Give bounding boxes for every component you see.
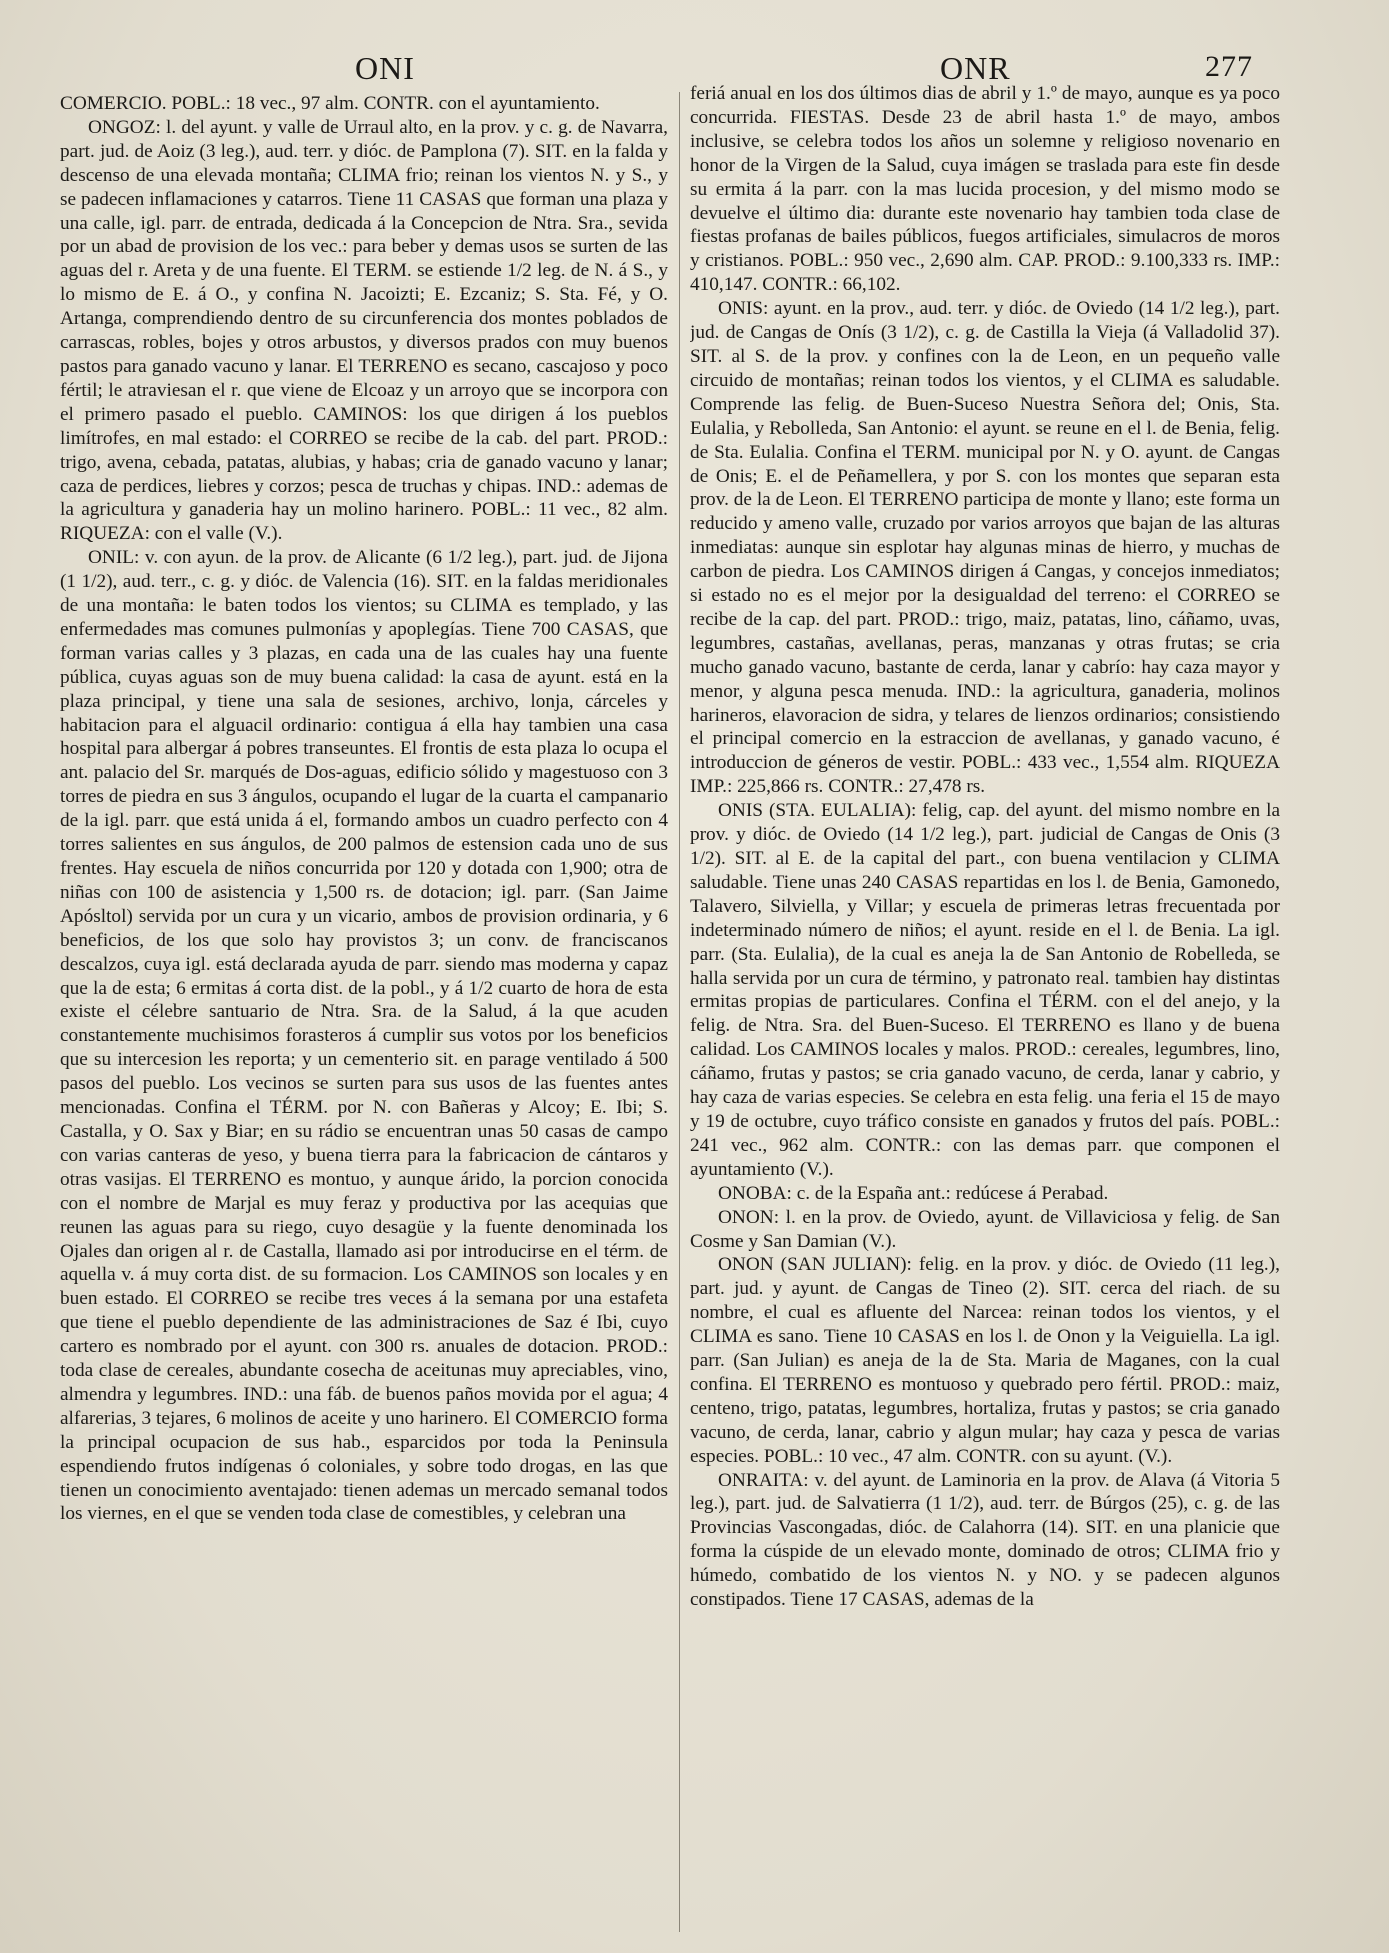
right-column [690, 82, 1280, 1922]
column-divider [679, 92, 680, 1932]
entry-onon-san-julian: ONON (SAN JULIAN): felig. en la prov. y dióc. de Oviedo (11 leg.), part. jud. y ayunt. de Cangas de Tineo (2). SIT. cerca del riach. de su nombre, el cual es afluente del Narcea: reinan todos los vientos, y el CLIMA es sano. Tiene 10 CASAS en los l. de Onon y la Veiguiella. La igl. parr. (San Julian) es aneja de la de Sta. Maria de Maganes, con la cual confina. El TERRENO es montuoso y quebrado pero fértil. PROD.: maiz, centeno, trigo, patatas, legumbres, hortaliza, frutas y pastos; se cria ganado vacuno, de cerda, lanar, cabrio y algun mular; hay caza y pesca de varias especies. POBL.: 10 vec., 47 alm. CONTR. con su ayunt. (V.). [690, 1254, 1280, 1467]
right-running-head: ONR [940, 50, 1011, 86]
entry-onis-sta-eulalia: ONIS (STA. EULALIA): felig, cap. del ayunt. del mismo nombre en la prov. y dióc. de Oviedo (14 1/2 leg.), part. judicial de Cangas de Onis (3 1/2). SIT. al E. de la capital del part., con buena ventilacion y CLIMA saludable. Tiene unas 240 CASAS repartidas en los l. de Benia, Gamonedo, Talavero, Silviella, y Villar; y escuela de primeras letras frecuentada por indeterminado número de niños; el ayunt. reside en el l. de Benia. La igl. parr. (Sta. Eulalia), de la cual es aneja la de San Antonio de Robelleda, se halla servida por un cura de término, y patronato real. tambien hay distintas ermitas propias de particulares. Confina el TÉRM. con el del anejo, y la felig. de Ntra. Sra. del Buen-Suceso. El TERRENO es llano y de buena calidad. Los CAMINOS locales y malos. PROD.: cereales, legumbres, lino, cáñamo, frutas y pastos; se cria ganado vacuno, de cerda, lanar y cabrio, y hay caza de varias especies. Se celebra en esta felig. una feria el 15 de mayo y 19 de octubre, cuyo tráfico consiste en ganados y frutos del país. POBL.: 241 vec., 962 alm. CONTR.: con las demas parr. que componen el ayuntamiento (V.). [690, 800, 1280, 1180]
entry-ongoz: ONGOZ: l. del ayunt. y valle de Urraul alto, en la prov. y c. g. de Navarra, part. jud. de Aoiz (3 leg.), aud. terr. y dióc. de Pamplona (7). SIT. en la falda y descenso de una elevada montaña; CLIMA frio; reinan los vientos N. y S., y se padecen inflamaciones y catarros. Tiene 11 CASAS que forman una plaza y una calle, igl. parr. de entrada, dedicada á la Concepcion de Ntra. Sra., sevida por un abad de provision de los vec.: para beber y demas usos se surten de las aguas del r. Areta y de una fuente. El TERM. se estiende 1/2 leg. de N. á S., y lo mismo de E. á O., y confina N. Jacoizti; E. Ezcaniz; S. Sta. Fé, y O. Artanga, comprendiendo dentro de su circunferencia dos montes poblados de carrascas, robles, bojes y otros arbustos, y diversos prados con muy buenos pastos para ganado vacuno y lanar. El TERRENO es secano, cascajoso y poco fértil; le atraviesan el r. que viene de Elcoaz y un arroyo que se incorpora con el primero pasado el pueblo. CAMINOS: los que dirigen á los pueblos limítrofes, en mal estado: el CORREO se recibe de la cab. del part. PROD.: trigo, avena, cebada, patatas, alubias, y habas; cria de ganado vacuno y lanar; caza de perdices, liebres y corzos; pesca de truchas y chipas. IND.: ademas de la agricultura y ganaderia hay un molino harinero. POBL.: 11 vec., 82 alm. RIQUEZA: con el valle (V.). [60, 116, 668, 545]
entry-onon: ONON: l. en la prov. de Oviedo, ayunt. de Villaviciosa y felig. de San Cosme y San Damian (V.). [690, 1206, 1280, 1252]
left-running-head: ONI [355, 50, 415, 86]
entry-onil-continuation: feriá anual en los dos últimos dias de abril y 1.º de mayo, aunque es ya poco concurrida. FIESTAS. Desde 23 de abril hasta 1.º de mayo, ambos inclusive, se celebra todos los años un solemne y religioso novenario en honor de la Virgen de la Salud, cuya imágen se traslada para este fin desde su ermita á la parr. con la mas lucida procesion, y del mismo modo se devuelve el último dia: durante este novenario hay tambien toda clase de fiestas profanas de bailes públicos, fuegos artificiales, simulacros de moros y cristianos. POBL.: 950 vec., 2,690 alm. CAP. PROD.: 9.100,333 rs. IMP.: 410,147. CONTR.: 66,102. [690, 83, 1280, 296]
entry-onil: ONIL: v. con ayun. de la prov. de Alicante (6 1/2 leg.), part. jud. de Jijona (1 1/2), aud. terr., c. g. y dióc. de Valencia (16). SIT. en la faldas meridionales de una montaña: le baten todos los vientos; su CLIMA es templado, y las enfermedades mas comunes pulmonías y apoplegías. Tiene 700 CASAS, que forman varias calles y 3 plazas, en cada una de las cuales hay una fuente pública, cuyas aguas son de muy buena calidad: la casa de ayunt. está en la plaza principal, y tiene una sala de sesiones, archivo, lonja, cárceles y habitacion para el alguacil ordinario: contigua á ella hay tambien una casa hospital para albergar á pobres transeuntes. El frontis de esta plaza lo ocupa el ant. palacio del Sr. marqués de Dos-aguas, edificio sólido y magestuoso con 3 torres de piedra en sus 3 ángulos, ocupando el lugar de la cuarta el campanario de la igl. parr. que está unida á el, formando ambos un cuadro perfecto con 4 torres salientes en sus ángulos, de 200 palmos de estension cada uno de sus frentes. Hay escuela de niños concurrida por 120 y dotada con 1,900; otra de niñas con 100 de asistencia y 1,500 rs. de dotacion; igl. parr. (San Jaime Apósltol) servida por un cura y un vicario, ambos de provision ordinaria, y 6 beneficios, de los que solo hay provistos 3; un conv. de franciscanos descalzos, cuya igl. está declarada ayuda de parr. siendo mas moderna y capaz que la de esta; 6 ermitas á corta dist. de la pobl., y á 1/2 cuarto de hora de esta existe el célebre santuario de Ntra. Sra. de la Salud, á la que acuden constantemente muchisimos forasteros á cumplir sus votos por los beneficios que su intercesion les reporta; y un cementerio sit. en parage ventilado á 500 pasos del pueblo. Los vecinos se surten para sus usos de las fuentes antes mencionadas. Confina el TÉRM. por N. con Bañeras y Alcoy; E. Ibi; S. Castalla, y O. Sax y Biar; en su rádio se encuentran unas 50 casas de campo con varias canteras de yeso, y buena tierra para la fabricacion de cántaros y otras vasijas. El TERRENO es montuo, y aunque árido, la porcion conocida con el nombre de Marjal es muy feraz y productiva por las acequias que reunen las aguas para su riego, cuyo desagüe y la fuente denominada los Ojales dan origen al r. de Castalla, llamado asi por introducirse en el térm. de aquella v. á muy corta dist. de su formacion. Los CAMINOS son locales y en buen estado. El CORREO se recibe tres veces á la semana por una estafeta que tiene el pueblo dependiente de las administraciones de Saz é Ibi, cuyo cartero es nombrado por el ayunt. con 300 rs. anuales de dotacion. PROD.: toda clase de cereales, abundante cosecha de aceitunas muy apreciables, vino, almendra y legumbres. IND.: una fáb. de buenos paños movida por el agua; 4 alfarerias, 3 tejares, 6 molinos de aceite y uno harinero. El COMERCIO forma la principal ocupacion de sus hab., esparcidos por toda la Peninsula espendiendo frutos indígenas ó coloniales, y sobre todo drogas, en las que tienen un conocimiento aventajado: tienen ademas un mercado semanal todos los viernes, en el que se venden toda clase de comestibles, y celebran una [60, 547, 668, 1525]
entry-onoba: ONOBA: c. de la España ant.: redúcese á Perabad. [718, 1182, 1109, 1204]
entry-onraita: ONRAITA: v. del ayunt. de Laminoria en la prov. de Alava (á Vitoria 5 leg.), part. jud. de Salvatierra (1 1/2), aud. terr. de Búrgos (25), c. g. de las Provincias Vascongadas, dióc. de Calahorra (14). SIT. en una planicie que forma la cúspide de un elevado monte, dominado de otros; CLIMA frio y húmedo, combatido de los vientos N. y NO. y se padecen algunos constipados. Tiene 17 CASAS, ademas de la [690, 1469, 1280, 1611]
entry-continuation: COMERCIO. POBL.: 18 vec., 97 alm. CONTR. con el ayuntamiento. [60, 93, 600, 114]
left-column [60, 92, 668, 1932]
entry-onis: ONIS: ayunt. en la prov., aud. terr. y dióc. de Oviedo (14 1/2 leg.), part. jud. de Cangas de Onís (3 1/2), c. g. de Castilla la Vieja (á Valladolid 37). SIT. al S. de la prov. y confines con la de Leon, en un pequeño valle circuido de montañas; reinan todos los vientos, y el CLIMA es saludable. Comprende las felig. de Buen-Suceso Nuestra Señora del; Onis, Sta. Eulalia, y Rebolleda, San Antonio: el ayunt. se reune en el l. de Benia, felig. de Sta. Eulalia. Confina el TERM. municipal por N. y O. ayunt. de Cangas de Onis; E. el de Peñamellera, y por S. con los montes que separan esta prov. de la de Leon. El TERRENO participa de monte y llano; este forma un reducido y ameno valle, cruzado por varios arroyos que bajan de las alturas inmediatas: aunque sin esplotar hay algunas minas de hierro, y muchas de carbon de piedra. Los CAMINOS dirigen á Cangas, y concejos inmediatos; si estado no es el mejor por la desigualdad del terreno: el CORREO se recibe de la cap. del part. PROD.: trigo, maiz, patatas, lino, cáñamo, uvas, legumbres, castañas, avellanas, peras, manzanas y otras frutas; se cria mucho ganado vacuno, bastante de cerda, lanar y cabrío: hay caza mayor y menor, y alguna pesca menuda. IND.: la agricultura, ganaderia, molinos harineros, elavoracion de sidra, y telares de lienzos ordinarios; consistiendo el principal comercio en la estraccion de avellanas, y ganado vacuno, é introduccion de géneros de vestir. POBL.: 433 vec., 1,554 alm. RIQUEZA IMP.: 225,866 rs. CONTR.: 27,478 rs. [690, 298, 1280, 798]
page-number: 277 [1205, 50, 1253, 83]
